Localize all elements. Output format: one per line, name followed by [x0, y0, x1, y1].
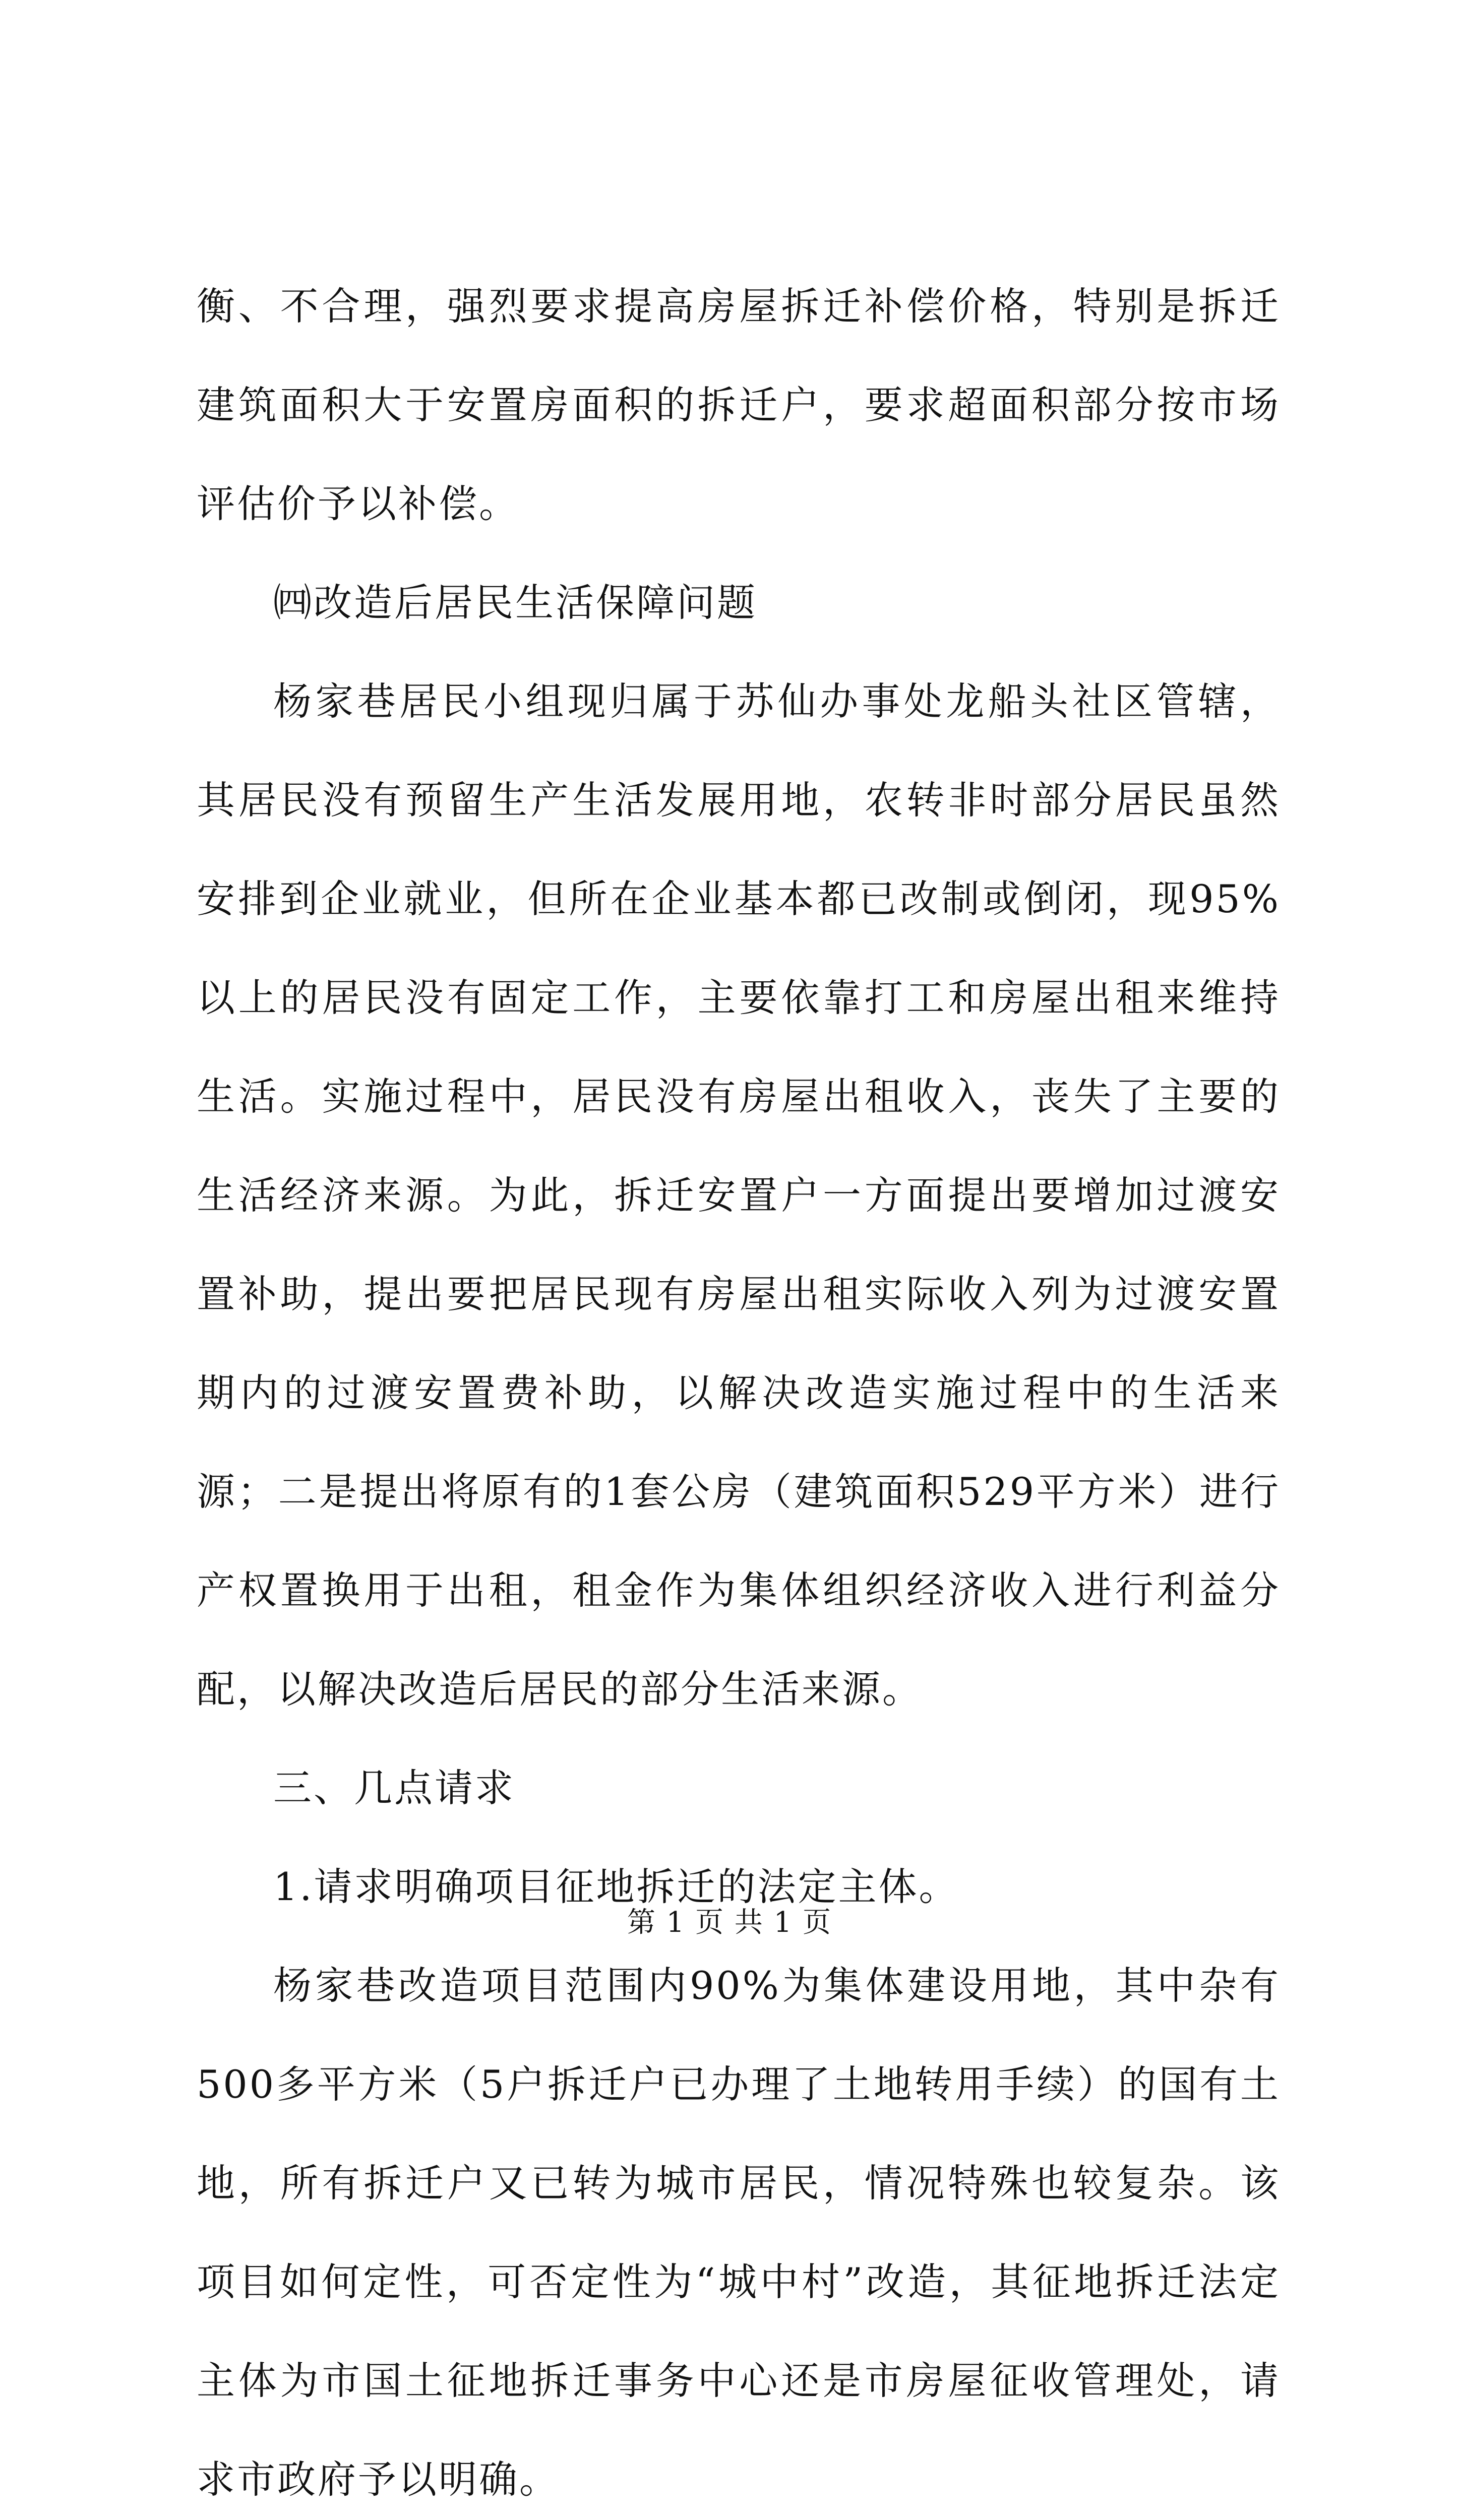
paragraph-request-1: 杨家巷改造项目范围内90%为集体建设用地，其中杂有500多平方米（5户拆迁户已办理了土地转用手续）的国有土地，所有拆迁户又已转为城市居民，情况特殊也较复杂。该项目如何定性，可否定性为“城中村”改造，其征地拆迁法定主体为市国土征地拆迁事务中心还是市房屋征收管理处，请求市政府予以明确。 [197, 1963, 1281, 2502]
paragraph-compensation-continued: 衡、不合理，强烈要求提高房屋拆迁补偿价格，特别是拆迁建筑面积大于安置房面积的拆迁户，要求超面积部分按市场评估价予以补偿。 [197, 284, 1281, 526]
page-footer: 第 1 页 共 1 页 [627, 1906, 832, 1939]
request-item-1-heading: 1.请求明确项目征地拆迁的法定主体。 [273, 1864, 959, 1909]
section-heading-livelihood: ㈣改造后居民生活保障问题 [273, 580, 757, 625]
section-heading-requests: 三、几点请求 [273, 1766, 515, 1810]
paragraph-livelihood: 杨家巷居民小组现归属于苏仙办事处龙船头社区管辖，其居民没有预留生产生活发展用地，农转非时部分居民虽然安排到企业就业，但所在企业基本都已改制或倒闭，现95%以上的居民没有固定工作，主要依靠打工和房屋出租来维持生活。实施过程中，居民没有房屋出租收入，丧失了主要的生活经济来源。为此，拆迁安置户一方面提出要增加过渡安置补助，提出要把居民现有房屋出租实际收入列为过渡安置期内的过渡安置费补助，以解决改造实施过程中的生活来源；二是提出将原有的1套公房（建筑面积529平方米）进行产权置换用于出租，租金作为集体组织经济收入进行利益分配，以解决改造后居民的部分生活来源。 [197, 679, 1281, 1712]
document-body [197, 257, 1281, 2520]
